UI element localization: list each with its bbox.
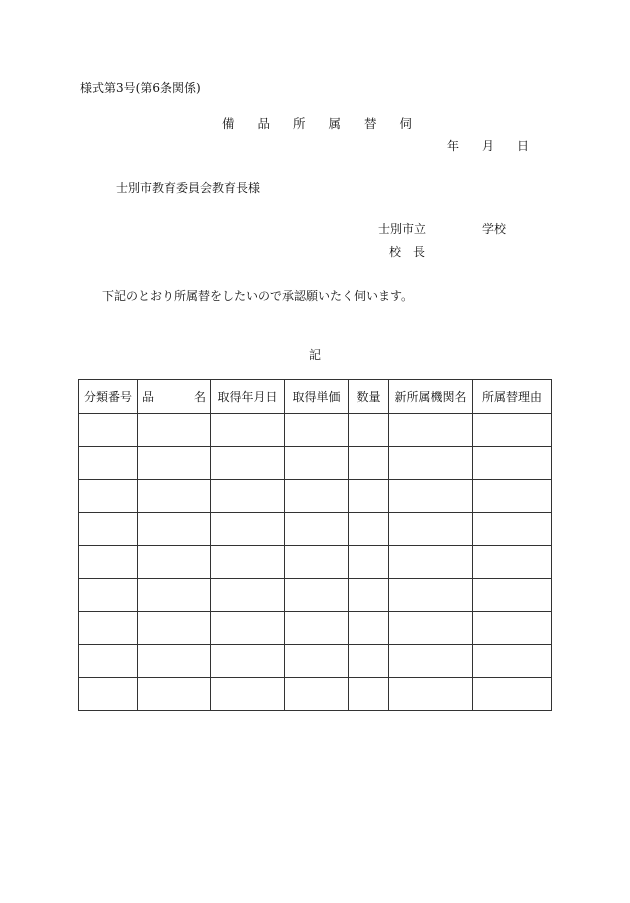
header-item-name-part1: 品	[142, 390, 155, 404]
header-classification-no: 分類番号	[79, 380, 138, 414]
cell-quantity[interactable]	[349, 546, 389, 579]
cell-unit-price[interactable]	[285, 513, 349, 546]
title-char: 属	[328, 116, 341, 131]
cell-unit-price[interactable]	[285, 678, 349, 711]
cell-item-name[interactable]	[138, 678, 211, 711]
cell-unit-price[interactable]	[285, 546, 349, 579]
table-row	[79, 645, 552, 678]
record-mark: 記	[309, 348, 322, 362]
cell-quantity[interactable]	[349, 480, 389, 513]
table-row	[79, 480, 552, 513]
title-char: 所	[292, 116, 306, 131]
principal-char: 長	[413, 245, 426, 259]
cell-new-institution[interactable]	[389, 480, 473, 513]
cell-transfer-reason[interactable]	[473, 579, 552, 612]
cell-quantity[interactable]	[349, 414, 389, 447]
cell-new-institution[interactable]	[389, 546, 473, 579]
cell-unit-price[interactable]	[285, 480, 349, 513]
cell-item-name[interactable]	[138, 645, 211, 678]
cell-new-institution[interactable]	[389, 645, 473, 678]
cell-new-institution[interactable]	[389, 612, 473, 645]
table-row	[79, 579, 552, 612]
table-row	[79, 447, 552, 480]
cell-quantity[interactable]	[349, 678, 389, 711]
cell-classification-no[interactable]	[79, 414, 138, 447]
cell-unit-price[interactable]	[285, 579, 349, 612]
table-header-row	[79, 380, 552, 414]
cell-item-name[interactable]	[138, 612, 211, 645]
cell-transfer-reason[interactable]	[473, 480, 552, 513]
items-table	[78, 379, 552, 711]
cell-item-name[interactable]	[138, 546, 211, 579]
table-body	[79, 414, 552, 711]
title-char: 伺	[399, 116, 412, 131]
cell-acquisition-date[interactable]	[211, 579, 285, 612]
header-new-institution: 新所属機関名	[389, 380, 473, 414]
cell-new-institution[interactable]	[389, 447, 473, 480]
cell-classification-no[interactable]	[79, 579, 138, 612]
cell-unit-price[interactable]	[285, 612, 349, 645]
school-suffix: 学校	[482, 222, 507, 236]
cell-item-name[interactable]	[138, 579, 211, 612]
header-item-name	[138, 380, 211, 414]
cell-transfer-reason[interactable]	[473, 414, 552, 447]
table-row	[79, 513, 552, 546]
cell-item-name[interactable]	[138, 414, 211, 447]
addressee: 士別市教育委員会教育長様	[116, 181, 261, 195]
school-line	[378, 220, 506, 237]
date-day-label: 日	[516, 139, 529, 153]
cell-unit-price[interactable]	[285, 645, 349, 678]
cell-transfer-reason[interactable]	[473, 447, 552, 480]
table-row	[79, 678, 552, 711]
principal-label	[389, 243, 425, 260]
cell-new-institution[interactable]	[389, 579, 473, 612]
document-title	[222, 114, 412, 132]
cell-new-institution[interactable]	[389, 414, 473, 447]
cell-classification-no[interactable]	[79, 546, 138, 579]
cell-acquisition-date[interactable]	[211, 480, 285, 513]
cell-unit-price[interactable]	[285, 414, 349, 447]
cell-acquisition-date[interactable]	[211, 612, 285, 645]
table-row	[79, 612, 552, 645]
cell-acquisition-date[interactable]	[211, 414, 285, 447]
table-row	[79, 546, 552, 579]
cell-transfer-reason[interactable]	[473, 546, 552, 579]
header-transfer-reason: 所属替理由	[473, 380, 552, 414]
header-acquisition-date: 取得年月日	[211, 380, 285, 414]
request-text: 下記のとおり所属替をしたいので承認願いたく伺います。	[102, 289, 414, 303]
title-char: 替	[363, 116, 377, 131]
cell-quantity[interactable]	[349, 612, 389, 645]
header-item-name-part2: 名	[193, 390, 206, 404]
date-month-label: 月	[481, 139, 494, 153]
cell-new-institution[interactable]	[389, 513, 473, 546]
cell-classification-no[interactable]	[79, 480, 138, 513]
cell-quantity[interactable]	[349, 447, 389, 480]
cell-classification-no[interactable]	[79, 513, 138, 546]
date-year-label: 年	[447, 139, 460, 153]
cell-quantity[interactable]	[349, 579, 389, 612]
cell-item-name[interactable]	[138, 480, 211, 513]
cell-classification-no[interactable]	[79, 447, 138, 480]
cell-transfer-reason[interactable]	[473, 678, 552, 711]
cell-quantity[interactable]	[349, 645, 389, 678]
cell-classification-no[interactable]	[79, 645, 138, 678]
cell-transfer-reason[interactable]	[473, 645, 552, 678]
cell-transfer-reason[interactable]	[473, 612, 552, 645]
title-char: 品	[257, 116, 270, 131]
cell-classification-no[interactable]	[79, 612, 138, 645]
cell-acquisition-date[interactable]	[211, 447, 285, 480]
cell-acquisition-date[interactable]	[211, 513, 285, 546]
header-quantity: 数量	[349, 380, 389, 414]
cell-item-name[interactable]	[138, 513, 211, 546]
cell-acquisition-date[interactable]	[211, 645, 285, 678]
cell-transfer-reason[interactable]	[473, 513, 552, 546]
school-prefix: 士別市立	[378, 222, 427, 236]
cell-quantity[interactable]	[349, 513, 389, 546]
cell-unit-price[interactable]	[285, 447, 349, 480]
cell-new-institution[interactable]	[389, 678, 473, 711]
cell-item-name[interactable]	[138, 447, 211, 480]
cell-classification-no[interactable]	[79, 678, 138, 711]
form-number: 様式第3号(第6条関係)	[80, 81, 201, 95]
header-unit-price: 取得単価	[285, 380, 349, 414]
cell-acquisition-date[interactable]	[211, 678, 285, 711]
table-row	[79, 414, 552, 447]
principal-char: 校	[389, 245, 402, 259]
date-line	[447, 137, 529, 154]
title-char: 備	[222, 116, 235, 131]
cell-acquisition-date[interactable]	[211, 546, 285, 579]
